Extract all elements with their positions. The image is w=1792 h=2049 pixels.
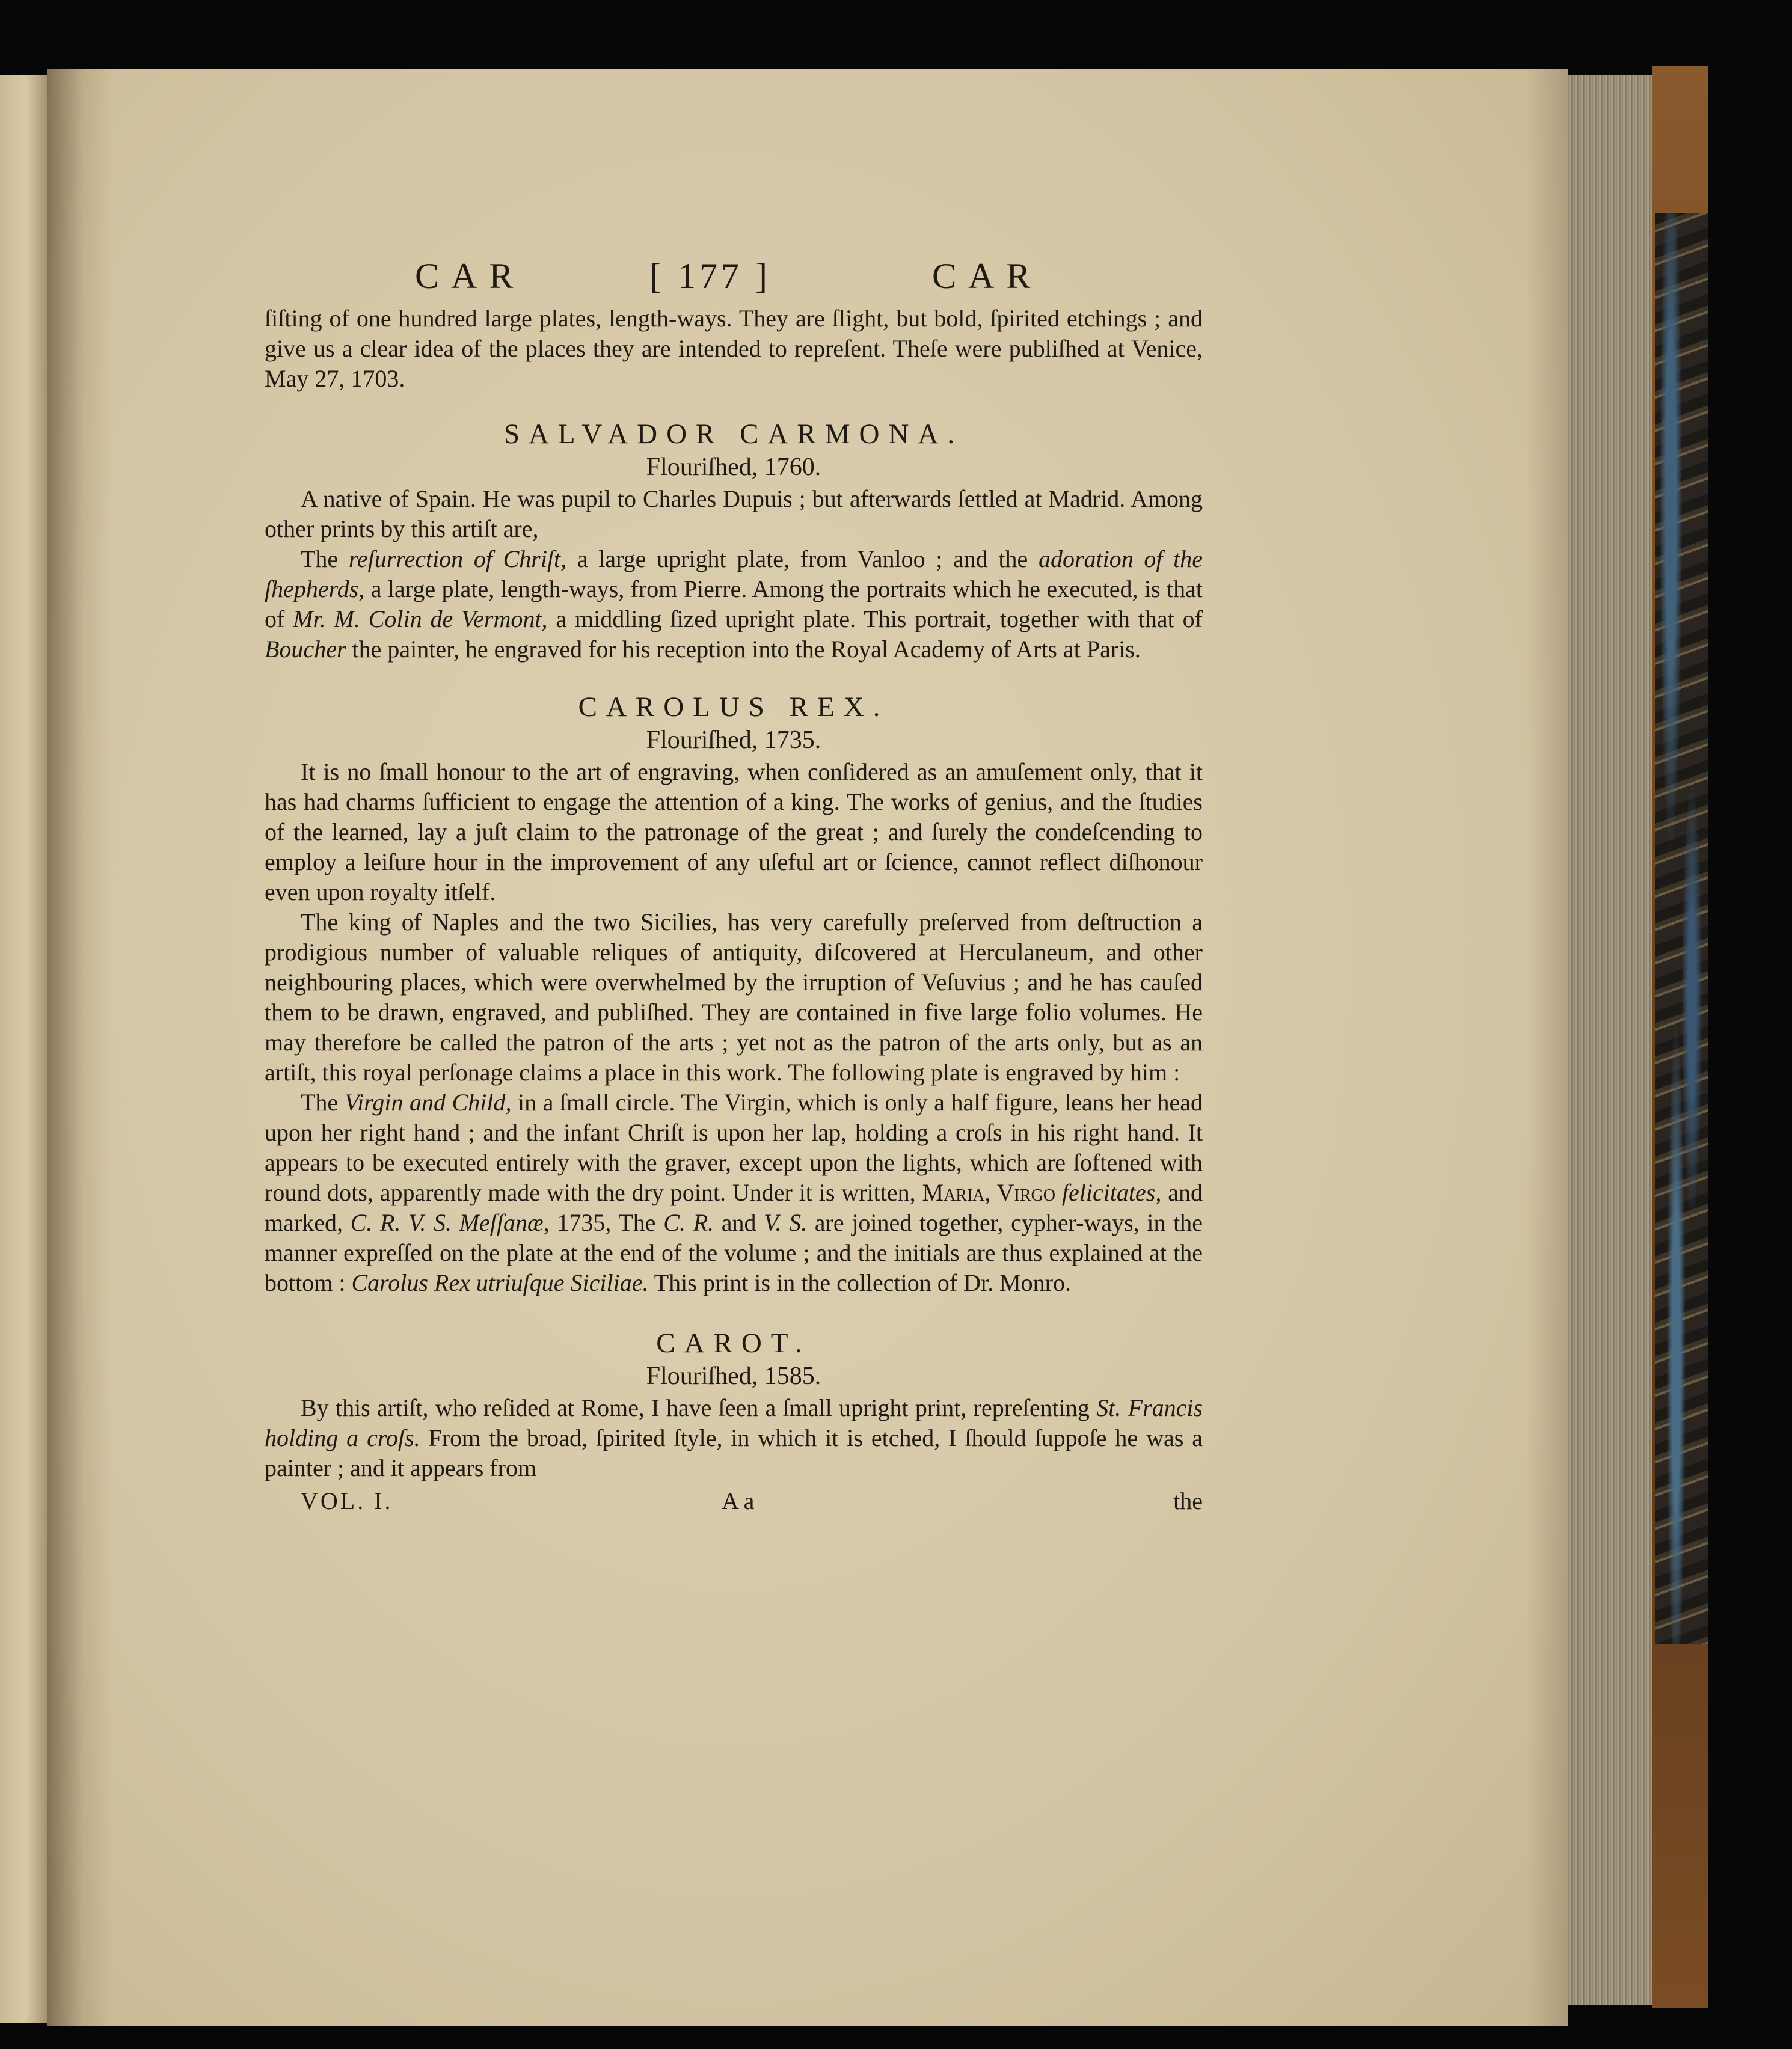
intro-paragraph: ſiſting of one hundred large plates, length-ways. They are ſlight, but bold, ſpirited etchings ; and give us a clear idea of the places they are intended to repreſent. Theſe were publiſhed at Venice, May 27, 1703. (265, 305, 1203, 392)
entry-flourished-carolus-rex: Flouriſhed, 1735. (646, 726, 821, 754)
entry-heading-carolus-rex: CAROLUS REX. (578, 691, 889, 723)
carolus-paragraph-3: The Virgin and Child, in a ſmall circle. The Virgin, which is only a half figure, leans her head upon her right hand ; and the infant Chriſt is upon her lap, holding a croſs in his right hand. It appears to be executed entirely with the graver, except upon the lights, which are ſoftened with round dots, apparently made with the dry point. Under it is written, Maria, Virgo felicitates, and marked, C. R. V. S. Meſſanæ, 1735, The C. R. and V. S. are joined together, cypher-ways, in the manner expreſſed on the plate at the end of the volume ; and the initials are thus explained at the bottom : Carolus Rex utriuſque Siciliae. This print is in the collection of Dr. Monro. (265, 1089, 1203, 1296)
carmona-paragraph-2: The reſurrection of Chriſt, a large upright plate, from Vanloo ; and the adoration of the ſhepherds, a large plate, length-ways, from Pierre. Among the portraits which he executed, is that of Mr. M. Colin de Vermont, a middling ſized upright plate. This portrait, together with that of Boucher the painter, he engraved for his reception into the Royal Academy of Arts at Paris. (265, 545, 1203, 663)
entry-heading-carmona: SALVADOR CARMONA. (503, 418, 964, 450)
page-footer (265, 1487, 1203, 1519)
entry-flourished-carot: Flouriſhed, 1585. (646, 1362, 821, 1390)
carot-paragraph-1: By this artiſt, who reſided at Rome, I have ſeen a ſmall upright print, repreſenting St. Francis holding a croſs. From the broad, ſpirited ſtyle, in which it is etched, I ſhould ſuppoſe he was a painter ; and it appears from (265, 1394, 1203, 1481)
carolus-paragraph-2: The king of Naples and the two Sicilies, has very carefully preſerved from deſtruction a prodigious number of valuable reliques of antiquity, diſcovered at Herculaneum, and other neighbouring places, which were overwhelmed by the irruption of Veſuvius ; and he has cauſed them to be drawn, engraved, and publiſhed. They are contained in five large folio volumes. He may therefore be called the patron of the arts ; yet not as the patron of the arts only, but as an artiſt, this royal perſonage claims a place in this work. The following plate is engraved by him : (265, 908, 1203, 1086)
facing-page-edge (0, 75, 47, 2023)
page-number: [ 177 ] (649, 256, 771, 296)
marbled-cover (1655, 213, 1708, 1644)
running-head (265, 256, 1203, 304)
carolus-paragraph-1: It is no ſmall honour to the art of engraving, when conſidered as an amuſement only, that it has had charms ſufficient to engage the attention of a king. The works of genius, and the ſtudies of the learned, lay a juſt claim to the patronage of the great ; and ſurely the condeſcending to employ a leiſure hour in the improvement of any uſeful art or ſcience, cannot reflect diſhonour even upon royalty itſelf. (265, 758, 1203, 905)
page-gutter-shadow (47, 69, 113, 2026)
entry-heading-carot: CAROT. (656, 1328, 811, 1359)
running-head-right: CAR (932, 256, 1043, 296)
catchword: the (1173, 1487, 1203, 1515)
page-text (265, 256, 1203, 1519)
page-edge-shadow (1526, 69, 1568, 2026)
page-stack-edges (1568, 75, 1652, 2005)
entry-flourished-carmona: Flouriſhed, 1760. (646, 453, 821, 481)
signature-mark: A a (722, 1487, 755, 1515)
carmona-paragraph-1: A native of Spain. He was pupil to Charles Dupuis ; but afterwards ſettled at Madrid. Among other prints by this artiſt are, (265, 485, 1203, 542)
volume-label: VOL. I. (301, 1487, 393, 1515)
running-head-left: CAR (415, 256, 526, 296)
